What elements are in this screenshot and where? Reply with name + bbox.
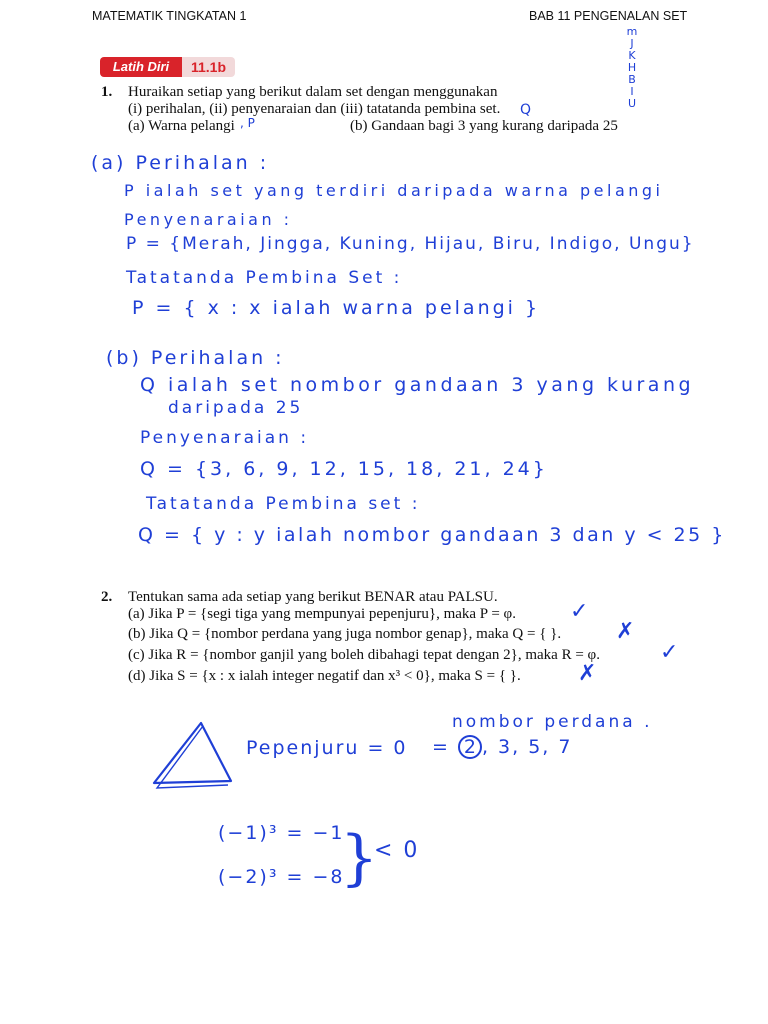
- q2-item-a: (a) Jika P = {segi tiga yang mempunyai pepenjuru}, maka P = φ.: [128, 606, 516, 622]
- q2-item-d-mark: ✗: [578, 661, 597, 686]
- triangle-sketch: [146, 718, 236, 798]
- ans-a-builder-label: Tatatanda Pembina Set :: [126, 268, 403, 288]
- q1-number: 1.: [101, 84, 113, 100]
- note-brace: }: [340, 823, 379, 893]
- ans-a-list: P = {Merah, Jingga, Kuning, Hijau, Biru, Indigo, Ungu}: [126, 234, 695, 254]
- q2-item-d: (d) Jika S = {x : x ialah integer negatif dan x³ < 0}, maka S = { }.: [128, 668, 521, 684]
- ans-a-desc: P ialah set yang terdiri daripada warna pelangi: [124, 181, 664, 200]
- ans-b-builder: Q = { y : y ialah nombor gandaan 3 dan y < 25 }: [138, 524, 726, 546]
- rainbow-letter: J: [630, 37, 634, 50]
- ans-b-list: Q = {3, 6, 9, 12, 15, 18, 21, 24}: [140, 458, 548, 480]
- q2-item-b-mark: ✗: [616, 619, 635, 644]
- ans-a-builder: P = { x : x ialah warna pelangi }: [132, 297, 541, 319]
- q1-part-a-mark: , P: [240, 116, 255, 130]
- q2-item-c-mark: ✓: [660, 640, 679, 665]
- ans-b-builder-label: Tatatanda Pembina set :: [146, 494, 421, 514]
- ans-a-label: (a) Perihalan :: [91, 152, 270, 174]
- perdana-rest: , 3, 5, 7: [481, 736, 573, 758]
- perdana-prefix: =: [432, 736, 458, 758]
- rainbow-letter: K: [628, 49, 636, 62]
- header-left: MATEMATIK TINGKATAN 1: [92, 9, 247, 23]
- exercise-badge: [100, 57, 235, 77]
- perdana-circled: 2: [458, 735, 482, 759]
- note-less-zero: < 0: [374, 838, 420, 863]
- note-cube1: (−1)³ = −1: [218, 822, 345, 844]
- note-perdana-label: nombor perdana .: [452, 712, 653, 732]
- rainbow-letter: I: [630, 85, 634, 98]
- note-pepenjuru: Pepenjuru = 0: [246, 737, 408, 759]
- q1-part-a: (a) Warna pelangi: [128, 118, 235, 134]
- ans-b-label: (b) Perihalan :: [106, 347, 285, 369]
- q1-methods: (i) perihalan, (ii) penyenaraian dan (iii) tatatanda pembina set.: [128, 101, 501, 117]
- header-right: BAB 11 PENGENALAN SET: [529, 9, 688, 23]
- q2-item-b: (b) Jika Q = {nombor perdana yang juga nombor genap}, maka Q = { }.: [128, 626, 562, 642]
- ans-b-desc2: daripada 25: [168, 398, 304, 418]
- rainbow-letter: m: [626, 25, 638, 38]
- q1-part-b: (b) Gandaan bagi 3 yang kurang daripada 25: [350, 118, 618, 134]
- ans-b-desc1: Q ialah set nombor gandaan 3 yang kurang: [140, 374, 695, 396]
- rainbow-initials: [624, 26, 640, 110]
- q2-number: 2.: [101, 589, 113, 605]
- badge-label: Latih Diri: [100, 57, 182, 77]
- rainbow-letter: H: [627, 61, 637, 74]
- note-cube2: (−2)³ = −8: [218, 866, 345, 888]
- rainbow-letter: B: [628, 73, 636, 86]
- note-perdana-list: [432, 735, 572, 759]
- q1-prompt: Huraikan setiap yang berikut dalam set dengan menggunakan: [128, 84, 498, 100]
- ans-b-list-label: Penyenaraian :: [140, 428, 310, 448]
- q2-item-a-mark: ✓: [570, 599, 589, 624]
- q2-item-c: (c) Jika R = {nombor ganjil yang boleh dibahagi tepat dengan 2}, maka R = φ.: [128, 647, 600, 663]
- ans-a-list-label: Penyenaraian :: [124, 210, 293, 229]
- badge-number: 11.1b: [182, 57, 235, 77]
- q2-prompt: Tentukan sama ada setiap yang berikut BENAR atau PALSU.: [128, 589, 498, 605]
- rainbow-letter: U: [627, 97, 637, 110]
- q1-q-mark: Q: [520, 102, 532, 118]
